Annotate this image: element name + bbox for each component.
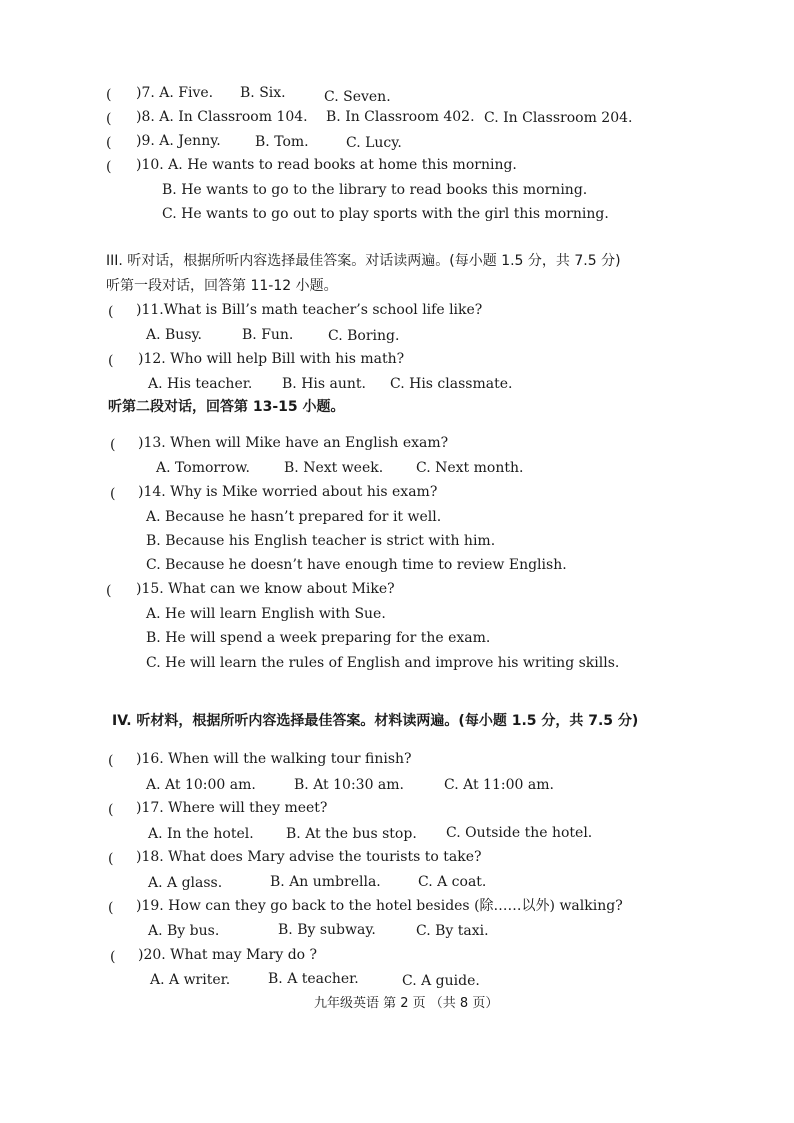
- question-13-stem: )13. When will Mike have an English exam?: [138, 435, 449, 451]
- question-19-option-c: C. By taxi.: [416, 923, 489, 939]
- question-15-stem: )15. What can we know about Mike?: [136, 581, 395, 597]
- question-7-option-b: B. Six.: [240, 85, 286, 101]
- question-16-stem: )16. When will the walking tour finish?: [136, 751, 412, 767]
- question-19-option-b: B. By subway.: [278, 922, 376, 938]
- question-14-option-c: C. Because he doesn’t have enough time to review English.: [146, 557, 567, 573]
- answer-bracket: (: [106, 111, 112, 127]
- question-17-stem: )17. Where will they meet?: [136, 800, 328, 816]
- question-13-option-b: B. Next week.: [284, 460, 384, 476]
- question-13-option-c: C. Next month.: [416, 460, 524, 476]
- question-17-option-c: C. Outside the hotel.: [446, 825, 593, 841]
- question-14-stem: )14. Why is Mike worried about his exam?: [138, 484, 438, 500]
- question-16-option-c: C. At 11:00 am.: [444, 777, 554, 793]
- question-16-option-b: B. At 10:30 am.: [294, 777, 404, 793]
- question-8-option-b: B. In Classroom 402.: [326, 109, 475, 125]
- question-17-option-b: B. At the bus stop.: [286, 826, 417, 842]
- answer-bracket: (: [110, 437, 116, 453]
- question-15-option-c: C. He will learn the rules of English and improve his writing skills.: [146, 655, 620, 671]
- section-4-heading: IV. 听材料，根据所听内容选择最佳答案。材料读两遍。(每小题 1.5 分，共 7.5 分): [112, 713, 639, 729]
- question-11-option-b: B. Fun.: [242, 327, 294, 343]
- question-10-option-a: )10. A. He wants to read books at home this morning.: [136, 157, 517, 173]
- section-3-dialogue-2-instruction: 听第二段对话，回答第 13-15 小题。: [108, 399, 345, 415]
- question-9-option-b: B. Tom.: [255, 134, 309, 150]
- question-11-stem: )11.What is Bill’s math teacher’s school life like?: [136, 302, 483, 318]
- question-20-option-c: C. A guide.: [402, 973, 480, 989]
- section-3-heading: III. 听对话，根据所听内容选择最佳答案。对话读两遍。(每小题 1.5 分，共 7.5 分): [106, 253, 621, 269]
- question-18-option-a: A. A glass.: [148, 875, 223, 891]
- question-12-option-c: C. His classmate.: [390, 376, 513, 392]
- answer-bracket: (: [108, 353, 114, 369]
- section-3-dialogue-1-instruction: 听第一段对话，回答第 11-12 小题。: [106, 278, 338, 294]
- question-14-option-b: B. Because his English teacher is strict with him.: [146, 533, 496, 549]
- question-20-option-b: B. A teacher.: [268, 971, 359, 987]
- question-18-option-b: B. An umbrella.: [270, 874, 381, 890]
- question-19-stem: )19. How can they go back to the hotel besides (除……以外) walking?: [136, 898, 623, 914]
- question-15-option-a: A. He will learn English with Sue.: [146, 606, 386, 622]
- question-19-option-a: A. By bus.: [148, 923, 220, 939]
- question-10-option-c: C. He wants to go out to play sports with the girl this morning.: [162, 206, 609, 222]
- question-14-option-a: A. Because he hasn’t prepared for it well.: [146, 509, 442, 525]
- answer-bracket: (: [108, 900, 114, 916]
- question-9-option-c: C. Lucy.: [346, 135, 402, 151]
- question-18-option-c: C. A coat.: [418, 874, 487, 890]
- answer-bracket: (: [110, 486, 116, 502]
- question-11-option-a: A. Busy.: [146, 327, 202, 343]
- answer-bracket: (: [108, 802, 114, 818]
- question-7-option-c: C. Seven.: [324, 89, 391, 105]
- answer-bracket: (: [106, 87, 112, 103]
- question-7-option-a: )7. A. Five.: [136, 85, 214, 101]
- question-13-option-a: A. Tomorrow.: [156, 460, 250, 476]
- page-footer: 九年级英语 第 2 页 （共 8 页）: [314, 996, 499, 1011]
- question-11-option-c: C. Boring.: [328, 328, 400, 344]
- answer-bracket: (: [108, 851, 114, 867]
- question-12-option-a: A. His teacher.: [148, 376, 253, 392]
- question-8-option-a: )8. A. In Classroom 104.: [136, 109, 308, 125]
- answer-bracket: (: [106, 159, 112, 175]
- question-18-stem: )18. What does Mary advise the tourists to take?: [136, 849, 482, 865]
- answer-bracket: (: [106, 135, 112, 151]
- question-20-stem: )20. What may Mary do ?: [138, 947, 318, 963]
- question-16-option-a: A. At 10:00 am.: [146, 777, 256, 793]
- question-9-option-a: )9. A. Jenny.: [136, 133, 221, 149]
- question-20-option-a: A. A writer.: [150, 972, 231, 988]
- answer-bracket: (: [110, 949, 116, 965]
- question-8-option-c: C. In Classroom 204.: [484, 110, 633, 126]
- question-10-option-b: B. He wants to go to the library to read books this morning.: [162, 182, 588, 198]
- question-12-option-b: B. His aunt.: [282, 376, 366, 392]
- question-17-option-a: A. In the hotel.: [148, 826, 254, 842]
- question-12-stem: )12. Who will help Bill with his math?: [138, 351, 405, 367]
- question-15-option-b: B. He will spend a week preparing for the exam.: [146, 630, 491, 646]
- answer-bracket: (: [108, 304, 114, 320]
- answer-bracket: (: [108, 753, 114, 769]
- answer-bracket: (: [106, 583, 112, 599]
